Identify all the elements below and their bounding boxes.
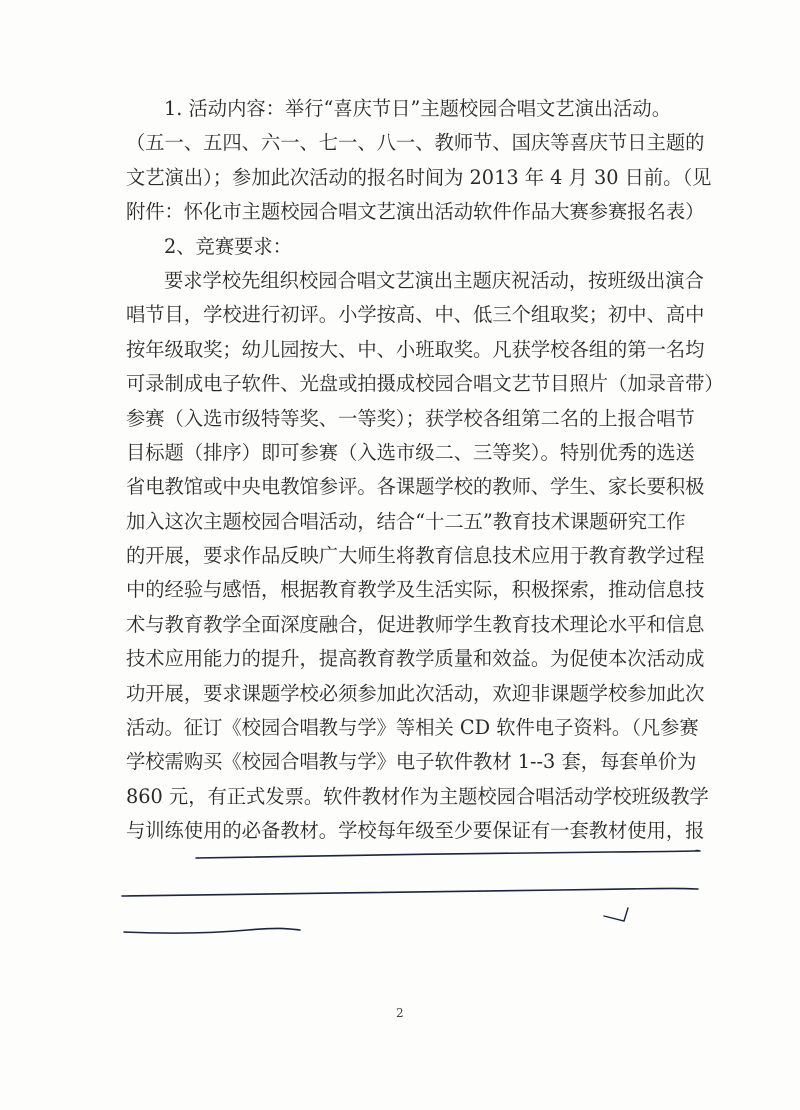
text-line: 的开展，要求作品反映广大师生将教育信息技术应用于教育教学过程	[126, 544, 705, 568]
text-line: 可录制成电子软件、光盘或拍摄成校园合唱文艺节目照片（加录音带）	[126, 372, 724, 396]
text-line: 目标题（排序）即可参赛（入选市级二、三等奖）。特别优秀的选送	[126, 440, 695, 464]
text-line: 860 元，有正式发票。软件教材作为主题校园合唱活动学校班级教学	[126, 784, 709, 808]
ink-arrow-mark	[604, 908, 628, 921]
text-line: （五一、五四、六一、七一、八一、教师节、国庆等喜庆节日主题的	[126, 131, 705, 155]
ink-underline-line-3	[124, 928, 300, 933]
text-line: 省电教馆或中央电教馆参评。各课题学校的教师、学生、家长要积极	[126, 475, 705, 499]
text-line: 2、竞赛要求：	[164, 234, 292, 258]
text-line: 唱节目，学校进行初评。小学按高、中、低三个组取奖；初中、高中	[126, 303, 705, 327]
text-line: 技术应用能力的提升，提高教育教学质量和效益。为促使本次活动成	[126, 647, 705, 671]
ink-underline-line-2	[122, 888, 698, 896]
text-line: 参赛（入选市级特等奖、一等奖）；获学校各组第二名的上报合唱节	[126, 406, 695, 430]
text-line: 加入这次主题校园合唱活动，结合“十二五”教育技术课题研究工作	[126, 509, 686, 533]
text-line: 与训练使用的必备教材。学校每年级至少要保证有一套教材使用，报	[126, 819, 705, 843]
text-line: 术与教育教学全面深度融合，促进教师学生教育技术理论水平和信息	[126, 612, 705, 636]
text-line: 活动。征订《校园合唱教与学》等相关 CD 软件电子资料。（凡参赛	[126, 716, 699, 740]
text-line: 中的经验与感悟，根据教育教学及生活实际，积极探索，推动信息技	[126, 578, 705, 602]
text-line: 1. 活动内容：举行“喜庆节日”主题校园合唱文艺演出活动。	[164, 97, 671, 120]
page-number: 2	[396, 1006, 404, 1020]
text-line: 附件：怀化市主题校园合唱文艺演出活动软件作品大赛参赛报名表）	[126, 200, 705, 224]
text-line: 文艺演出）；参加此次活动的报名时间为 2013 年 4 月 30 日前。（见	[126, 165, 712, 189]
text-line: 功开展，要求课题学校必须参加此次活动，欢迎非课题学校参加此次	[126, 681, 705, 705]
body-text	[126, 92, 724, 849]
text-line: 学校需购买《校园合唱教与学》电子软件教材 1--3 套，每套单价为	[126, 750, 697, 774]
text-line: 要求学校先组织校园合唱文艺演出主题庆祝活动，按班级出演合	[164, 268, 704, 292]
text-line: 按年级取奖；幼儿园按大、中、小班取奖。凡获学校各组的第一名均	[126, 337, 705, 361]
ink-underline-line-1	[196, 851, 700, 858]
